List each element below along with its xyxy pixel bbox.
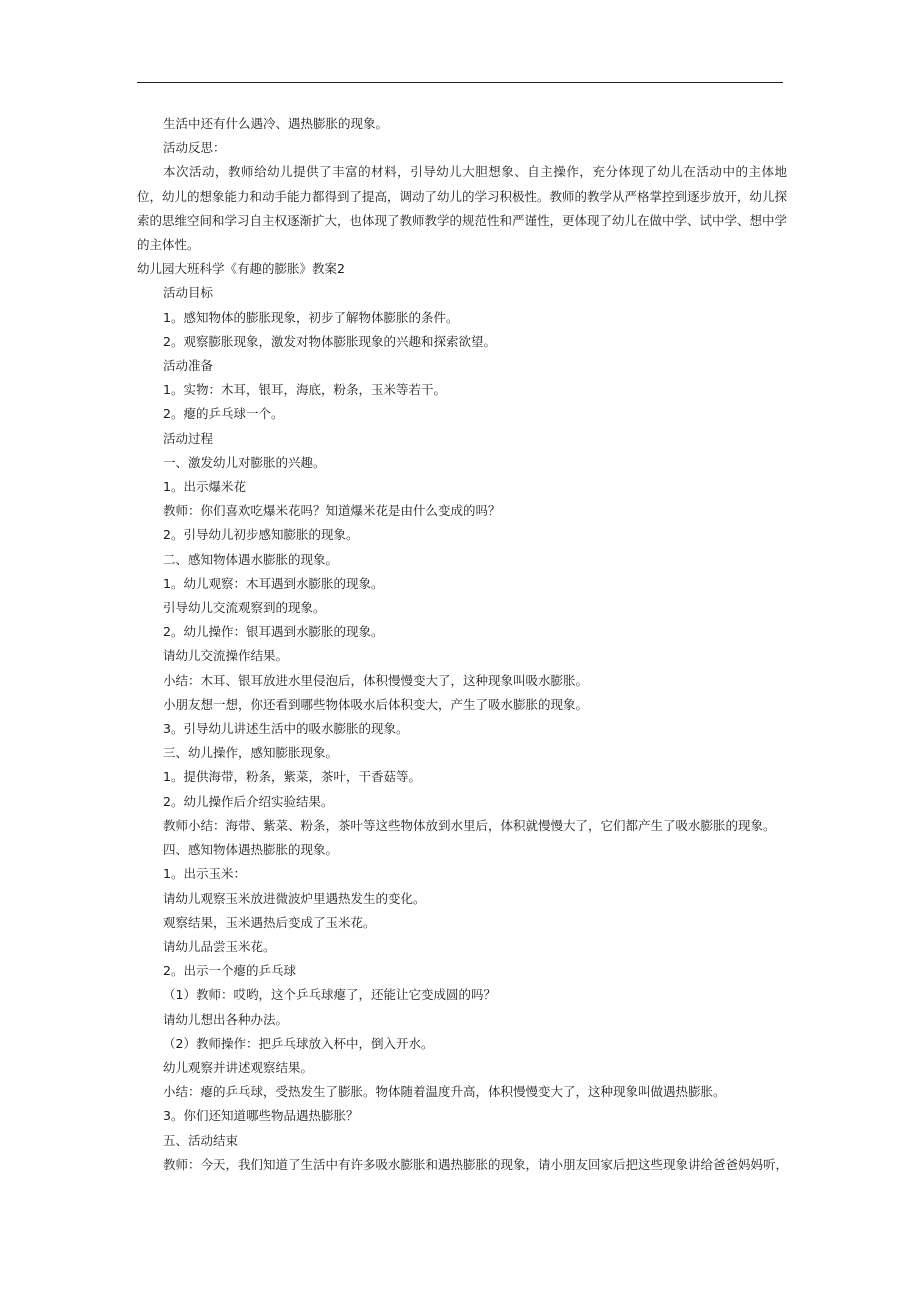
document-body	[137, 112, 787, 1177]
text-line: 1。出示爆米花	[163, 479, 246, 495]
text-line: 请幼儿交流操作结果。	[163, 648, 289, 664]
header-rule	[137, 82, 783, 83]
text-line: 3。引导幼儿讲述生活中的吸水膨胀的现象。	[163, 721, 409, 737]
text-line: 2。瘪的乒乓球一个。	[163, 406, 284, 422]
text-line: 活动目标	[163, 285, 214, 301]
text-line: 幼儿观察并讲述观察结果。	[163, 1059, 314, 1075]
section-heading-reflection: 活动反思：	[163, 140, 226, 156]
text-line: 1。感知物体的膨胀现象，初步了解物体膨胀的条件。	[163, 309, 459, 325]
text-line: 生活中还有什么遇冷、遇热膨胀的现象。	[163, 116, 389, 131]
text-line: 2。出示一个瘪的乒乓球	[163, 963, 296, 979]
text-line: 教师：今天，我们知道了生活中有许多吸水膨胀和遇热膨胀的现象，请小朋友回家后把这些现象讲给爸爸妈妈听，	[163, 1156, 789, 1172]
text-line: 二、感知物体遇水膨胀的现象。	[163, 551, 339, 567]
text-line: 请幼儿想出各种办法。	[163, 1011, 289, 1027]
lesson-plan-lines	[137, 281, 787, 1177]
text-line: 三、幼儿操作，感知膨胀现象。	[163, 745, 339, 761]
text-line: 五、活动结束	[163, 1132, 239, 1148]
text-line: 1。幼儿观察：木耳遇到水膨胀的现象。	[163, 575, 384, 591]
text-line: 2。观察膨胀现象，激发对物体膨胀现象的兴趣和探索欲望。	[163, 333, 496, 349]
text-line: （1）教师：哎哟，这个乒乓球瘪了，还能让它变成圆的吗？	[163, 987, 496, 1003]
text-line: 请幼儿品尝玉米花。	[163, 938, 276, 954]
text-line: 小结：木耳、银耳放进水里侵泡后，体积慢慢变大了，这种现象叫吸水膨胀。	[163, 672, 589, 688]
text-line: 四、感知物体遇热膨胀的现象。	[163, 842, 339, 858]
text-line: （2）教师操作：把乒乓球放入杯中，倒入开水。	[163, 1035, 434, 1051]
document-title-2: 幼儿园大班科学《有趣的膨胀》教案2	[137, 261, 345, 277]
text-line: 活动准备	[163, 358, 214, 374]
reflection-paragraph: 本次活动，教师给幼儿提供了丰富的材料，引导幼儿大胆想象、自主操作，充分体现了幼儿在活动中的主体地位，幼儿的想象能力和动手能力都得到了提高，调动了幼儿的学习积极性。教师的教学从严格掌控到逐步放开，幼儿探索的思维空间和学习自主权逐渐扩大，也体现了教师教学的规范性和严谨性，更体现了幼儿在做中学、试中学、想中学的主体性。	[137, 164, 788, 253]
text-line: 2。引导幼儿初步感知膨胀的现象。	[163, 527, 359, 543]
text-line: 活动过程	[163, 430, 214, 446]
text-line: 1。提供海带，粉条，紫菜，茶叶，干香菇等。	[163, 769, 421, 785]
text-line: 3。你们还知道哪些物品遇热膨胀？	[163, 1108, 359, 1124]
text-line: 一、激发幼儿对膨胀的兴趣。	[163, 454, 326, 470]
text-line: 1。出示玉米：	[163, 866, 246, 882]
text-line: 2。幼儿操作：银耳遇到水膨胀的现象。	[163, 624, 384, 640]
text-line: 教师：你们喜欢吃爆米花吗？知道爆米花是由什么变成的吗？	[163, 503, 501, 519]
text-line: 小结：瘪的乒乓球，受热发生了膨胀。物体随着温度升高，体积慢慢变大了，这种现象叫做遇热膨胀。	[163, 1084, 726, 1100]
text-line: 教师小结：海带、紫菜、粉条，茶叶等这些物体放到水里后，体积就慢慢大了，它们都产生了吸水膨胀的现象。	[163, 817, 776, 833]
text-line: 2。幼儿操作后介绍实验结果。	[163, 793, 334, 809]
text-line: 观察结果，玉米遇热后变成了玉米花。	[163, 914, 376, 930]
text-line: 1。实物：木耳，银耳，海底，粉条，玉米等若干。	[163, 382, 446, 398]
text-line: 请幼儿观察玉米放进微波炉里遇热发生的变化。	[163, 890, 426, 906]
text-line: 引导幼儿交流观察到的现象。	[163, 600, 326, 616]
text-line: 小朋友想一想，你还看到哪些物体吸水后体积变大，产生了吸水膨胀的现象。	[163, 696, 589, 712]
